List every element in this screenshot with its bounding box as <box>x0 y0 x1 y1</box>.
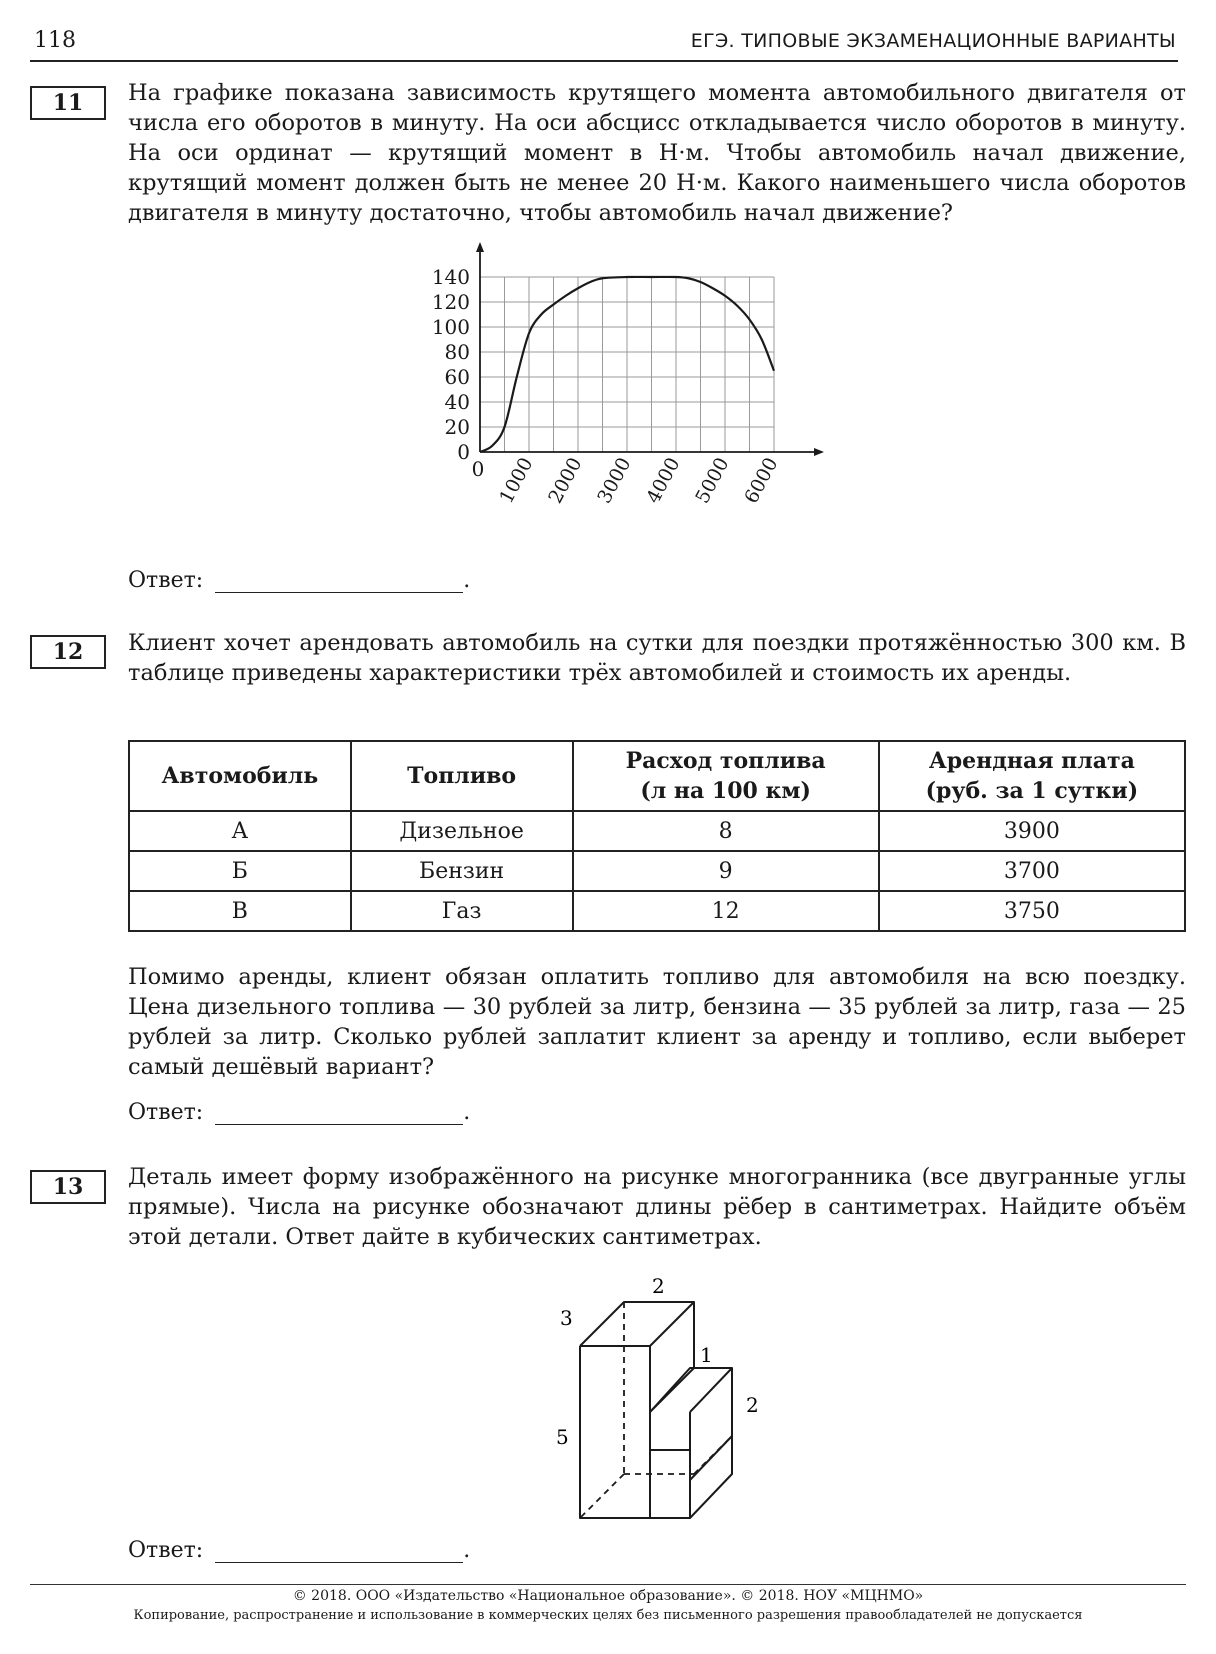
table-header-cell <box>879 741 1185 811</box>
label-step-height: 1 <box>700 1343 713 1367</box>
step-top-face <box>650 1368 732 1412</box>
chart-grid <box>480 277 774 452</box>
x-tick-label: 5000 <box>691 454 734 508</box>
table-header-cell: Автомобиль <box>129 741 351 811</box>
header-fuel-consumption: Расход топлива (л на 100 км) <box>625 748 826 804</box>
x-tick-label: 3000 <box>593 454 636 508</box>
task-11-text: На графике показана зависимость крутящего момента автомобильного двигателя от числа его оборотов в минуту. На оси абсцисс откладывается число оборотов в минуту. На оси ординат — крутящий момент в Н·м. Чтобы автомобиль начал движение, крутящий момент должен быть не менее 20 Н·м. Какого наименьшего числа оборотов двигателя в минуту достаточно, чтобы автомобиль начал движение? <box>128 80 1186 226</box>
running-title: ЕГЭ. ТИПОВЫЕ ЭКЗАМЕНАЦИОННЫЕ ВАРИАНТЫ <box>690 30 1176 52</box>
table-cell: 9 <box>573 851 879 891</box>
task-12-text: Помимо аренды, клиент обязан оплатить топливо для автомобиля на всю поездку. Цена дизельного топлива — 30 рублей за литр, бензина — 35 рублей за литр, газа — 25 рублей за литр. Сколько рублей заплатит клиент за аренду и топливо, если выберет самый дешёвый вариант? <box>128 964 1186 1080</box>
polyhedron-figure <box>540 1272 780 1542</box>
x-tick-label: 4000 <box>642 454 685 508</box>
table-header-row <box>129 741 1185 811</box>
y-tick-label: 140 <box>431 265 470 289</box>
x-axis-arrow <box>814 448 824 456</box>
y-tick-label: 80 <box>444 340 470 364</box>
answer-line[interactable] <box>215 1540 463 1563</box>
label-depth: 3 <box>560 1306 573 1330</box>
top-face <box>580 1302 694 1346</box>
answer-label: Ответ: <box>128 568 204 593</box>
task-11-number: 11 <box>30 86 106 120</box>
x-tick-label: 0 <box>471 457 485 481</box>
task-11-answer: Ответ: . <box>128 568 471 593</box>
front-face <box>580 1346 650 1518</box>
chart-y-ticks <box>432 265 470 464</box>
table-cell: 3700 <box>879 851 1185 891</box>
table-cell: В <box>129 891 351 931</box>
x-tick-label: 1000 <box>495 454 538 508</box>
label-lower-height: 2 <box>746 1393 759 1417</box>
y-tick-label: 100 <box>431 315 470 339</box>
table-cell: 3900 <box>879 811 1185 851</box>
right-bottom-edge <box>690 1436 732 1518</box>
task-12-answer: Ответ: . <box>128 1100 471 1125</box>
front-lower-face <box>650 1450 690 1518</box>
rental-table <box>128 740 1186 932</box>
task-13-text: Деталь имеет форму изображённого на рисунке многогранника (все двугранные углы прямые). Числа на рисунке обозначают длины рёбер в сантиметрах. Найдите объём этой детали. Ответ дайте в кубических сантиметрах. <box>128 1164 1186 1250</box>
hidden-edge <box>580 1474 624 1518</box>
header-rent-price: Арендная плата (руб. за 1 сутки) <box>925 748 1139 804</box>
table-cell: Дизельное <box>351 811 573 851</box>
footer-copyright: © 2018. ООО «Издательство «Национальное образование». © 2018. НОУ «МЦНМО» <box>292 1588 924 1604</box>
y-tick-label: 40 <box>444 390 470 414</box>
chart-x-ticks <box>472 454 783 507</box>
y-tick-label: 120 <box>431 290 470 314</box>
table-cell: 8 <box>573 811 879 851</box>
lower-right-side <box>690 1368 732 1480</box>
table-cell: А <box>129 811 351 851</box>
answer-label: Ответ: <box>128 1538 204 1563</box>
page-number: 118 <box>34 28 76 53</box>
y-tick-label: 0 <box>457 440 470 464</box>
answer-line[interactable] <box>215 1102 463 1125</box>
y-tick-label: 20 <box>444 415 470 439</box>
right-upper-face <box>650 1302 694 1412</box>
table-cell: 3750 <box>879 891 1185 931</box>
task-12-number: 12 <box>30 635 106 669</box>
torque-chart <box>430 240 890 550</box>
table-header-cell: Топливо <box>351 741 573 811</box>
x-tick-label: 6000 <box>740 454 783 508</box>
table-cell: Б <box>129 851 351 891</box>
table-cell: 12 <box>573 891 879 931</box>
x-tick-label: 2000 <box>544 454 587 508</box>
header-divider <box>30 60 1178 62</box>
task-13-number: 13 <box>30 1170 106 1204</box>
table-row <box>129 851 1185 891</box>
table-row <box>129 811 1185 851</box>
table-row <box>129 891 1185 931</box>
footer-notice: Копирование, распространение и использование в коммерческих целях без письменного разрешения правообладателей не допускается <box>133 1608 1083 1623</box>
task-13-answer: Ответ: . <box>128 1538 471 1563</box>
table-cell: Бензин <box>351 851 573 891</box>
y-axis-arrow <box>476 242 484 252</box>
answer-label: Ответ: <box>128 1100 204 1125</box>
footer-divider <box>30 1584 1186 1585</box>
task-12-intro: Клиент хочет арендовать автомобиль на сутки для поездки протяжённостью 300 км. В таблице приведены характеристики трёх автомобилей и стоимость их аренды. <box>128 630 1186 686</box>
label-total-height: 5 <box>556 1425 569 1449</box>
label-top-width: 2 <box>652 1274 665 1298</box>
table-cell: Газ <box>351 891 573 931</box>
answer-line[interactable] <box>215 570 463 593</box>
hidden-edge <box>694 1436 732 1474</box>
y-tick-label: 60 <box>444 365 470 389</box>
chart-axes <box>476 242 824 456</box>
table-header-cell <box>573 741 879 811</box>
